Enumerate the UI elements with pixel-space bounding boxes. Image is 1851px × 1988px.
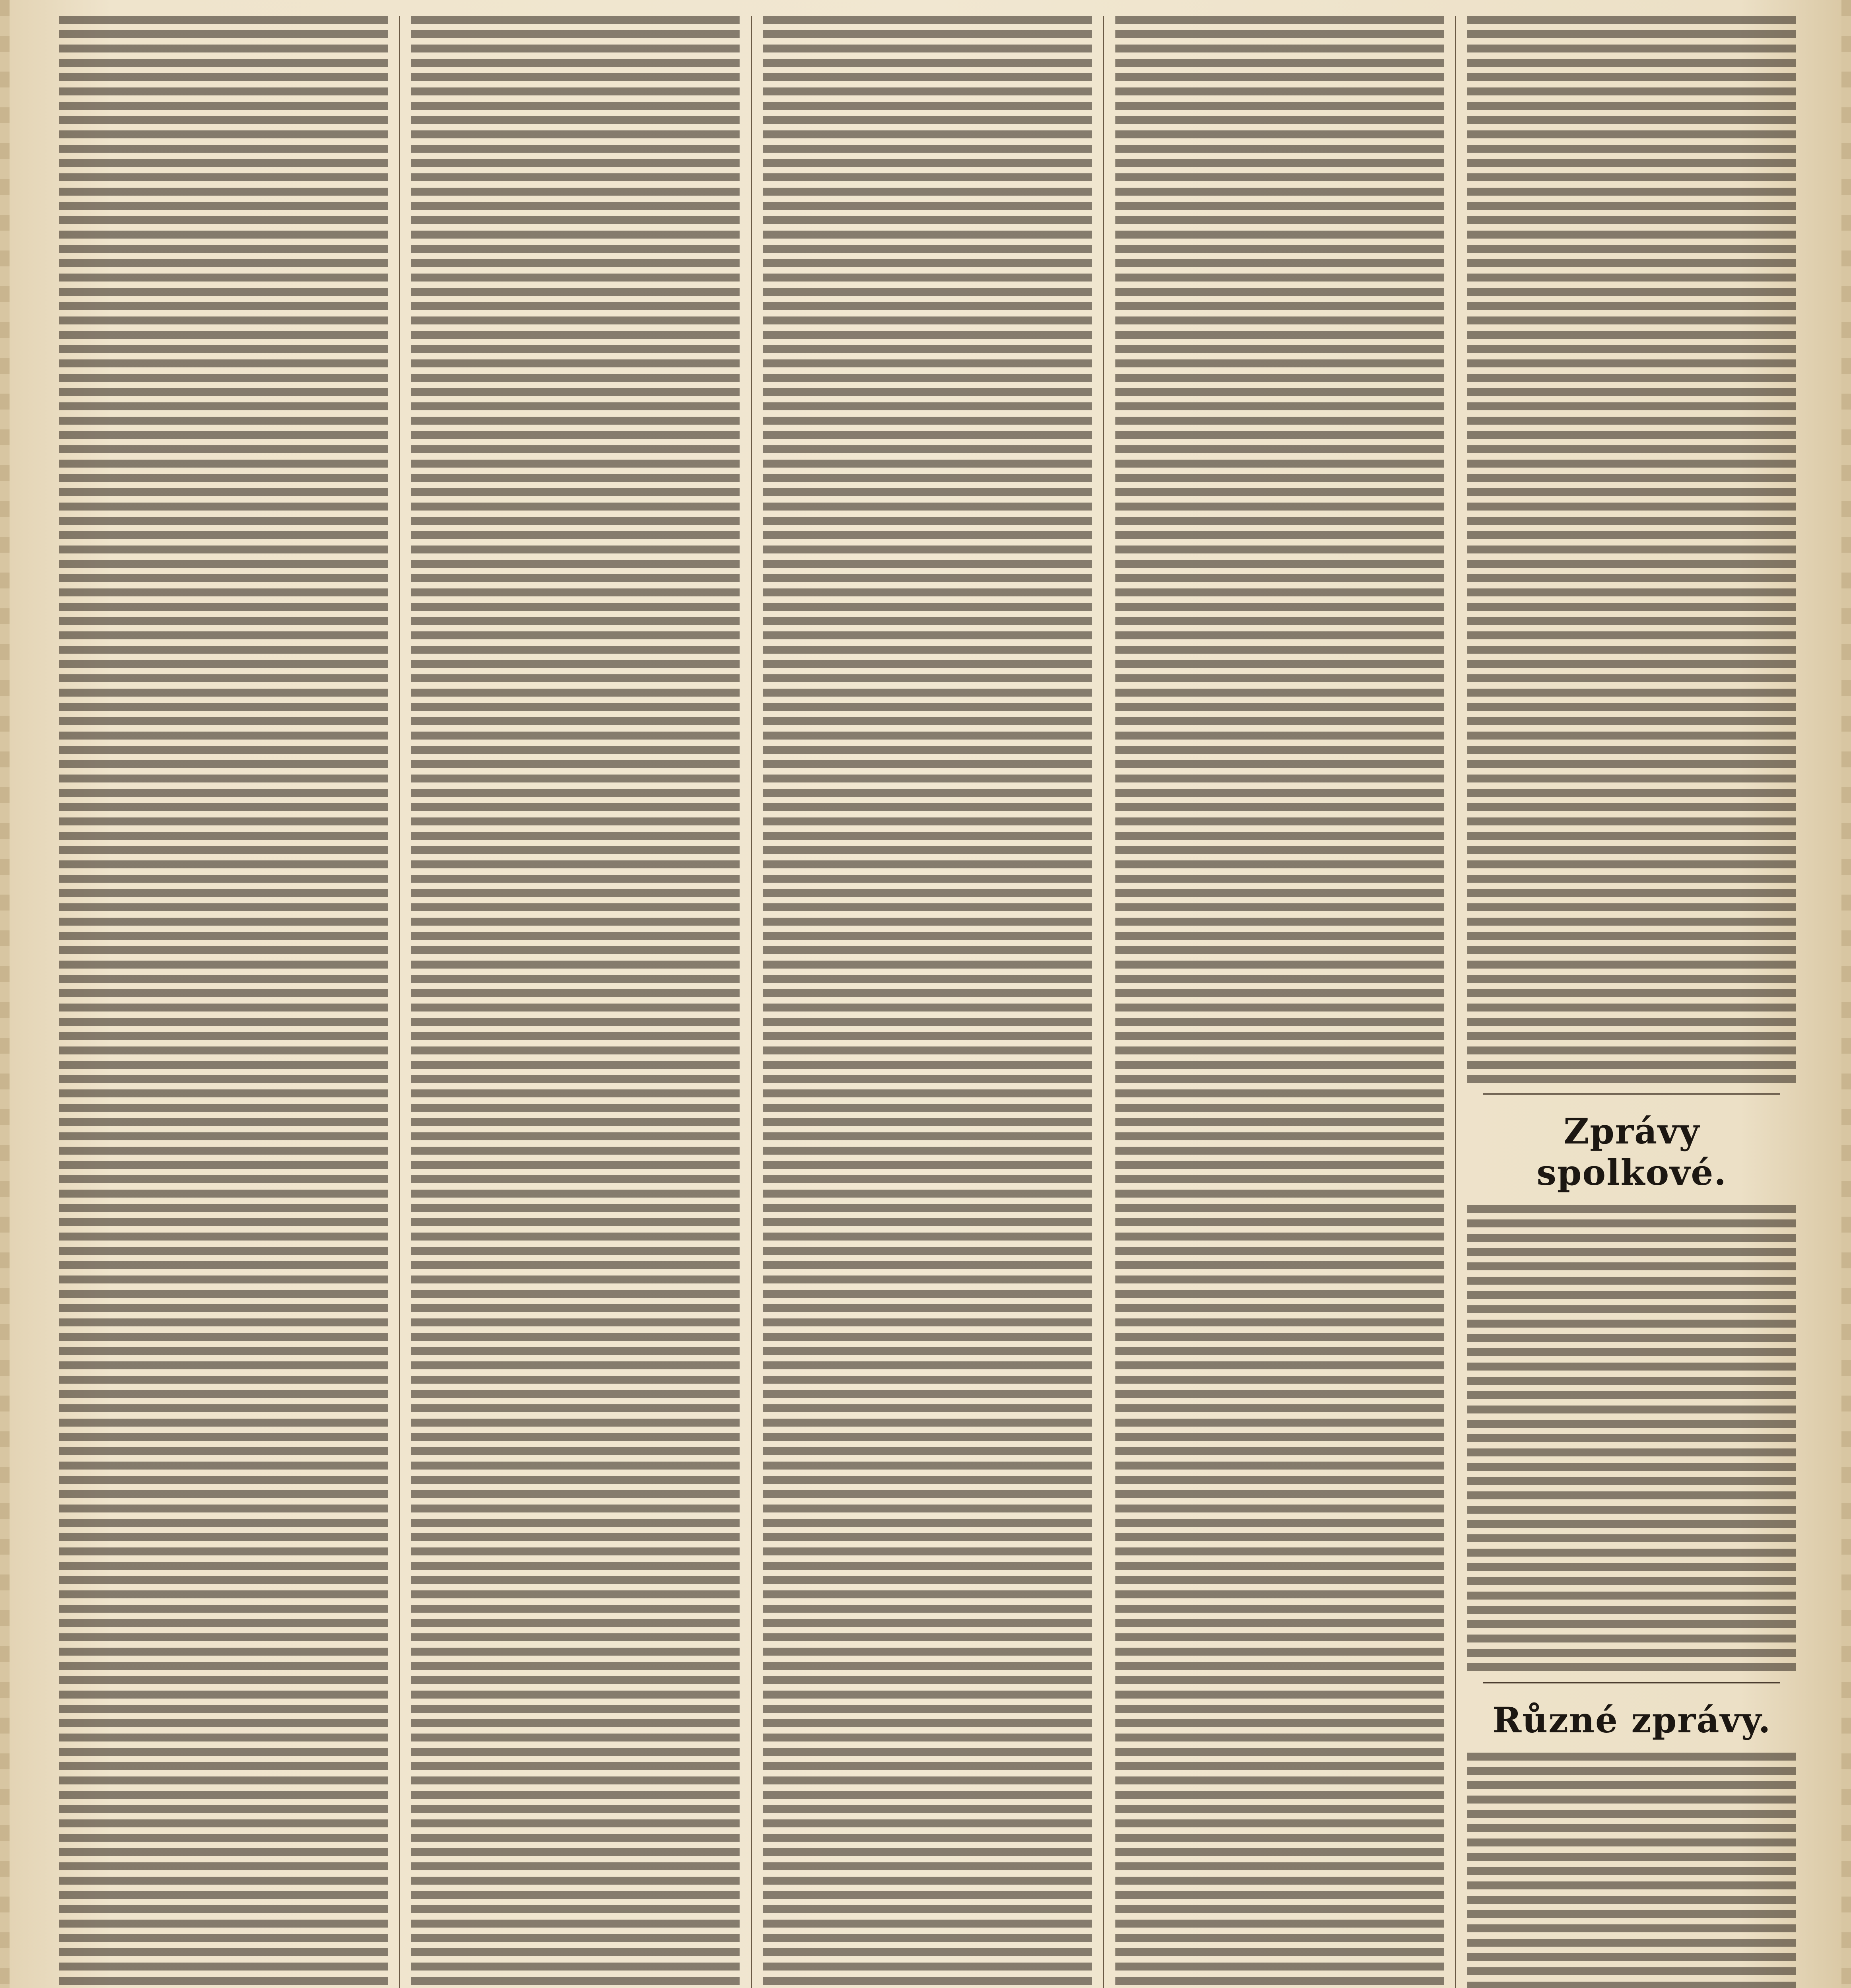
column-5-text-top bbox=[1467, 16, 1796, 1085]
page-left-edge bbox=[0, 0, 10, 1988]
column-3-text bbox=[763, 16, 1092, 1988]
column-2-text bbox=[411, 16, 740, 1988]
section-heading-zpravy-spolkove: Zprávy spolkové. bbox=[1536, 1110, 1727, 1193]
text-columns bbox=[48, 16, 1807, 1988]
column-5 bbox=[1456, 16, 1807, 1988]
column-2 bbox=[400, 16, 752, 1988]
column-1-text bbox=[59, 16, 388, 1988]
section-divider bbox=[1483, 1682, 1780, 1683]
section-heading-ruzne-zpravy: Různé zprávy. bbox=[1492, 1699, 1771, 1741]
page-right-edge bbox=[1841, 0, 1851, 1988]
column-5-text-middle bbox=[1467, 1205, 1796, 1674]
column-3 bbox=[752, 16, 1104, 1988]
column-5-text-bottom bbox=[1467, 1753, 1796, 1988]
column-1 bbox=[48, 16, 400, 1988]
column-4 bbox=[1104, 16, 1457, 1988]
section-divider bbox=[1483, 1093, 1780, 1095]
column-4-text bbox=[1115, 16, 1444, 1988]
